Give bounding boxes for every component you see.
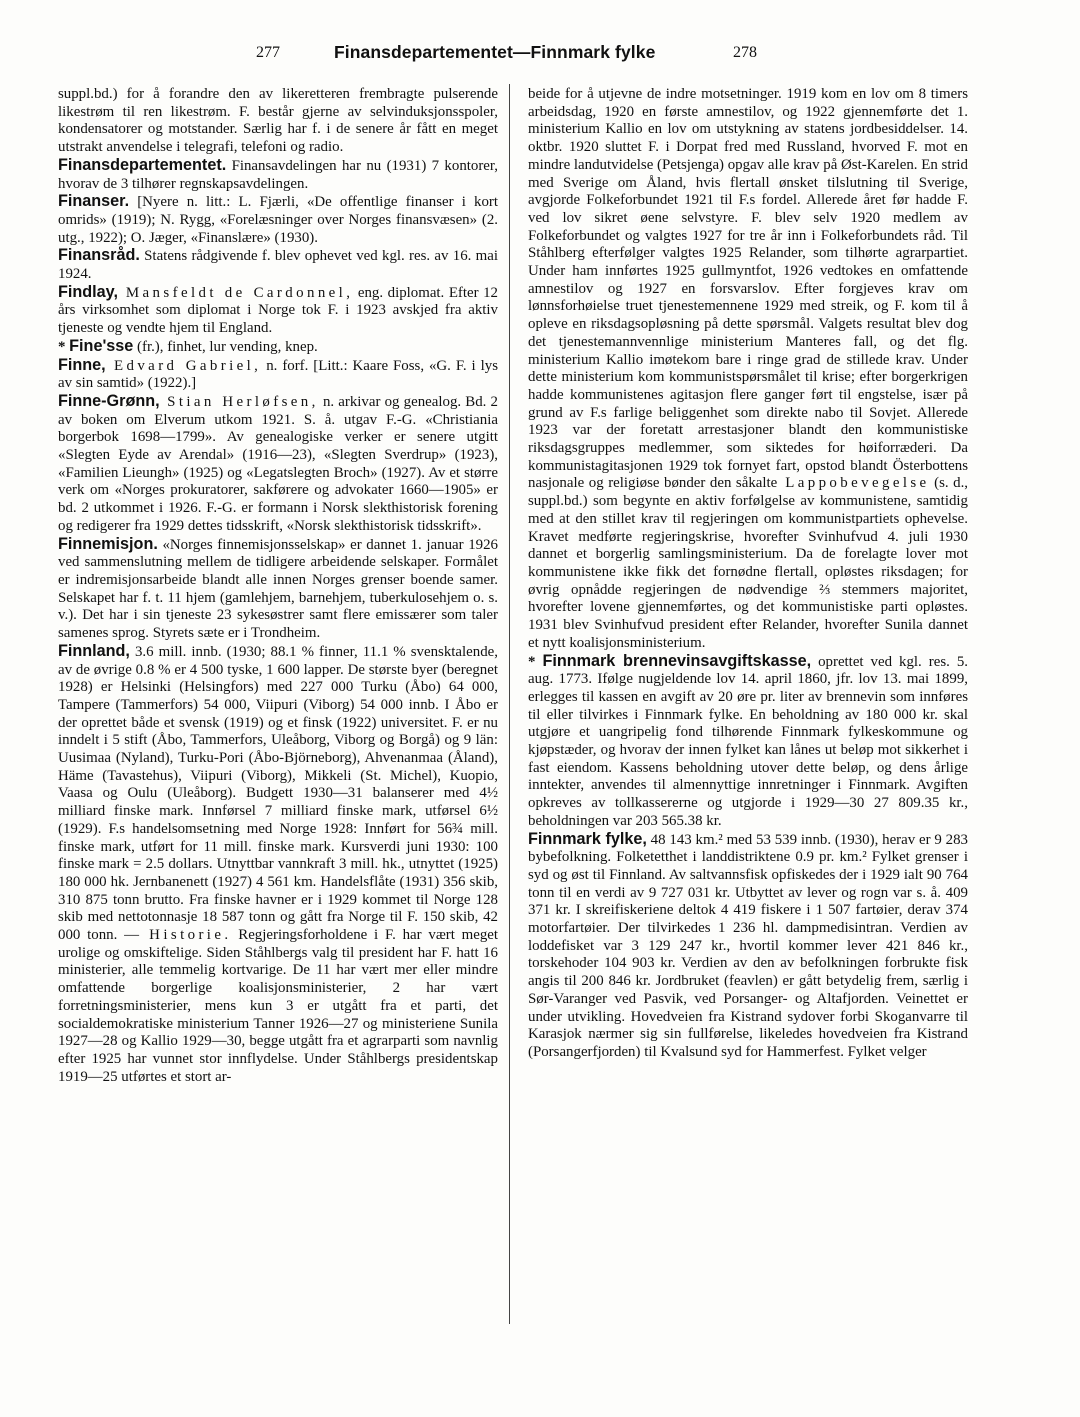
entry-text: n. forf. [Litt.: Kaare Foss, «G. F. i lys av sin samtid» (1922).] bbox=[58, 357, 498, 392]
page-number-right: 278 bbox=[733, 44, 757, 61]
headword: Finne, bbox=[58, 355, 106, 374]
headword: Finne-Grønn, bbox=[58, 391, 160, 410]
headword: Finnemisjon. bbox=[58, 534, 158, 553]
entry-finansdepartementet bbox=[58, 157, 498, 193]
page-number-left: 277 bbox=[256, 44, 280, 61]
headword: Fine'sse bbox=[69, 336, 134, 355]
right-column bbox=[528, 86, 968, 1386]
page-header bbox=[0, 44, 1080, 70]
entry-text: n. arkivar og genealog. Bd. 2 av boken om Elverum utkom 1921. S. å. utgav F.-G. «Christiania borgerbok 1698—1799». Av genealogiske verker er senere utgitt «Slegten Eyde av Arendal» (1916—23), «Slegten Sverdrup» (1923), «Familien Lieungh» (1925) og «Legatslegten Broch» (1927). Av et større verk om «Norges prokuratorer, sakførere og advokater 1660—1905» er bd. 2 utkommet i 1926. F.-G. er formann i Norsk slekthistorisk forening og redigerer fra 1929 dettes tidsskrift, «Norsk slekthistorisk tidsskrift». bbox=[58, 393, 498, 534]
entry-text: (fr.), finhet, lur vending, knep. bbox=[133, 338, 318, 355]
entry-finne-gronn bbox=[58, 393, 498, 536]
entry-finne bbox=[58, 357, 498, 393]
entry-finansrad bbox=[58, 247, 498, 283]
column-divider bbox=[509, 84, 510, 1324]
entry-finesse bbox=[58, 338, 498, 357]
headword: Finnland, bbox=[58, 641, 130, 660]
headword: Finnmark fylke, bbox=[528, 829, 647, 848]
entry-finnemisjon bbox=[58, 536, 498, 643]
entry-text: Regjeringsforholdene i F. har vært meget urolige og omskiftelige. Siden Ståhlbergs valg til president har F. hatt 16 ministerier, alle temmelig kortvarige. De 11 har vært mer eller mindre omfattende borgerlige koalisjonsministerier, 2 har vært forretningsministerier, mens kun 3 er utgått fra et parti, det socialdemokratiske ministerium Tanner 1926—27 og ministeriene Sunila 1927—28 og Kallio 1929—30, begge utgått fra et agrarparti som navnlig efter 1925 har vunnet stor innflydelse. Under Ståhlbergs presidentskap 1919—25 utførtes et stort ar- bbox=[58, 927, 498, 1085]
running-title: Finansdepartementet—Finnmark fylke bbox=[334, 42, 656, 62]
headword: Finansdepartementet. bbox=[58, 155, 227, 174]
spaced-name: Stian Herløfsen, bbox=[159, 393, 319, 410]
entry-text: eng. diplomat. Efter 12 års virksomhet som diplomat i Norge tok F. i 1923 avskjed fra aktiv tjeneste og vendte hjem til England. bbox=[58, 284, 498, 337]
continued-paragraph: suppl.bd.) for å forandre den av likeretteren frembragte pulserende likestrøm til ren likestrøm. F. består gjerne av selvinduksjonsspoler, kondensatorer og motstander. Særlig har f. i de senere år fått en meget utstrakt anvendelse i telegrafi, telefoni og radio. bbox=[58, 86, 498, 156]
left-column bbox=[58, 86, 498, 1386]
headword: Finansråd. bbox=[58, 246, 140, 265]
new-entry-marker: * bbox=[58, 338, 70, 355]
headword: Findlay, bbox=[58, 282, 118, 301]
entry-finnland bbox=[58, 643, 498, 1087]
spaced-name: Edvard Gabriel, bbox=[105, 357, 262, 374]
entry-finnmark-brennevinsavgiftskasse bbox=[528, 653, 968, 831]
spaced-name: Mansfeldt de Cardonnel, bbox=[117, 284, 354, 301]
entry-text: [Nyere n. litt.: L. Fjærli, «De offentlige finanser i kort omrids» (1919); N. Rygg, «Forelæsninger over Norges finansvæsen» (2. utg., 1922); O. Jæger, «Finanslære» (1930). bbox=[58, 194, 498, 246]
entry-findlay bbox=[58, 284, 498, 338]
headword: Finnmark brennevinsavgiftskasse, bbox=[542, 651, 812, 670]
headword: Finanser. bbox=[58, 192, 130, 211]
entry-text: oprettet ved kgl. res. 5. aug. 1773. Ifølge nugjeldende lov 14. april 1860, jfr. lov 13. mai 1899, erlegges til kassen en avgift av 20 øre pr. liter av brennevin som innføres til eller tilvirkes i Finnmark fylke. En beholdning av 180 000 kr. skal utgjøre et uangripelig fond tilhørende Finnmark fylkeskommune og kjøpstæder, og hvorav der innen fylket kan lånes ut beløp mot sikkerhet i fast eiendom. Kassens beholdning utover dette beløp, og dens årlige inntekter, anvendes til almennyttige innretninger i Finnmark. Avgiften opkreves av tollkassererne og utgjorde i 1929—30 27 809.35 kr., beholdningen var 203 565.38 kr. bbox=[528, 653, 968, 829]
entry-text: 48 143 km.² med 53 539 innb. (1930), herav er 9 283 bybefolkning. Folketetthet i landdistriktene 0.9 pr. km.² Fylket grenser i syd og øst til Finnland. Av saltvannsfisk opfiskedes der i 1929 ialt 90 764 tonn til en verdi av 9 727 031 kr. Utbyttet av lever og rogn var s. å. 409 371 kr. I skreifiskeriene deltok 4 419 fiskere i 1 507 fartøier, derav 374 motorfartøier. Der tilvirkedes 1 236 hl. dampmedisintran. Verdien av loddefisket var 3 129 247 kr., hvortil kommer lever 421 846 kr., torskehoder 104 903 kr. Verdien av den av befolkningen forbrukte fisk angis til 200 846 kr. Jordbruket (feavlen) er gått betydelig frem, særlig i Sør-Varanger ved Pasvik, ved Porsanger- og Altafjorden. Veinettet er under utvikling. Hovedveien fra Kistrand sydover forbi Skoganvarre til Karasjok nærmer sig sin fullførelse, likeledes hovedveien fra Kistrand (Porsangerfjorden) til Kvalsund syd for Hammerfest. Fylket velger bbox=[528, 831, 968, 1060]
continued-paragraph: beide for å utjevne de indre motsetninger. 1919 kom en lov om 8 timers arbeidsdag, 1920 en første amnestilov, og 1922 gjennemførte det 1. ministerium Kallio en lov om utstykning av statens jordbesiddelser. 14. oktbr. 1920 sluttet F. i Dorpat fred med Russland, hvorved F. mot en mindre landutvidelse (Petsjenga) opgav alle krav på Øst-Karelen. En strid med Sverige om Åland, hvis flertall ønsket tilslutning til Sverige, avgjorde Folkeforbundet 1921 til F.s fordel. Allerede året før hadde F. ved lov sikret øene selvstyre. F. blev selv 1920 medlem av Folkeforbundet og valgtes 1927 for tre år inn i Folkeforbundets råd. Til Ståhlberg efterfølger valgtes 1925 Relander, som tilhørte agrarpartiet. Under ham innførtes 1925 gullmyntfot, 1926 vedtokes en omfattende amnestilov og 1927 en forsvarslov. Efter forgjeves krav om lønnsforhøielse truet tjenestemennene 1929 med streik, og F. kom til å opleve en riksdagsopløsning på dette spørsmål. Valgets resultat blev dog det tjenestemannvennlige ministerium Manteres fall, og det flg. ministerium Kallio imøtekom bare i ringe grad de stillede krav. Under dette ministerium kom kommunistspørsmålet til krise; efter borgerkrigen hadde kommunistenes agitasjon flere ganger ført til engstelse, især på grund av F.s farlige beliggenhet som direkte nabo til Sovjet. Allerede 1923 var der foretatt arrestasjoner blandt den kommunistiske riksdagsgruppes medlemmer, som siktedes for høiforræderi. Da kommunistagitasjonen 1929 tok fornyet fart, opstod blandt Österbottens nasjonale og religiøse bønder den såkalte Lappobevegelse (s. d., suppl.bd.) som begynte en aktiv forfølgelse av kommunistene, samtidig med at den stillet krav til regjeringen om kommunistpartiets ophevelse. Kravet medførte regjeringskrise, hvorefter Svinhufvud 4. juli 1930 dannet et borgerlig samlingsministerium. Da de forelagte lover mot kommunistene ikke fikk det fornødne flertall, opløstes riksdagen; for øvrig opnådde regjeringen de nødvendige ⅔ stemmers majoritet, hvorefter lovene gjennemførtes, og det kommunistiske parti opløstes. 1931 blev Svinhufvud president efter Relander, hvorefter Sunila dannet et nytt koalisjonsministerium. bbox=[528, 86, 968, 651]
spaced-term: Lappobevegelse bbox=[777, 475, 930, 492]
entry-finnmark-fylke bbox=[528, 831, 968, 1062]
entry-text: 3.6 mill. innb. (1930; 88.1 % finner, 11.1 % svensktalende, av de øvrige 0.8 % er 4 500 tyske, 1 600 lapper. De største byer (beregnet 1928) er Helsinki (Helsingfors) med 227 000 Turku (Åbo) 64 000, Tampere (Tammerfors) 54 000, Viipuri (Viborg) 54 000 innb. I Åbo er der oprettet både et svensk (1919) og et finsk (1922) universitet. F. er nu inndelt i 5 stift (Åbo, Tammerfors, Uleåborg, Viborg og Borgå) og 9 län: Uusimaa (Nyland), Turku-Pori (Åbo-Björneborg), Ahvenanmaa (Åland), Häme (Tavastehus), Viipuri (Viborg), Mikkeli (St. Michel), Kuopio, Vaasa og Oulu (Uleåborg). Budgett 1930—31 balanserer med 4½ milliard finske mark. Innførsel 7 milliard finske mark, utførsel 6½ (1929). F.s handelsomsetning med Norge 1928: Innført for 56¾ mill. finske mark, utført for 11 mill. finske mark. Kursverdi juni 1930: 100 finske mark = 2.5 dollars. Utnyttbar vannkraft 3 mill. hk., utnyttet (1925) 180 000 hk. Jernbanenett (1927) 4 561 km. Handelsflåte (1931) 356 skib, 310 875 tonn brutto. Fra finske havner er i 1929 kommet til Norge 128 skib med nettotonnasje 18 587 tonn og gått fra Norge til F. 150 skib, 42 000 tonn. — bbox=[58, 643, 498, 944]
spaced-subheading: Historie. bbox=[139, 927, 232, 944]
entry-text: «Norges finnemisjonsselskap» er dannet 1. januar 1926 ved sammenslutning mellem de tidligere arbeidende selskaper. Formålet er indremisjonsarbeide blandt alle innen Norges grenser boende samer. Selskapet har f. t. 11 hjem (gamlehjem, barnehjem, tuberkulosehjem o. s. v.). Det har i sin tjeneste 23 sykesøstrer samt flere emissærer som taler samenes sprog. Styrets sæte er i Trondheim. bbox=[58, 536, 498, 642]
entry-finanser bbox=[58, 193, 498, 247]
new-entry-marker: * bbox=[528, 653, 543, 670]
entry-text: Statens rådgivende f. blev ophevet ved kgl. res. av 16. mai 1924. bbox=[58, 248, 498, 283]
entry-text: Finansavdelingen har nu (1931) 7 kontorer, hvorav de 3 tilhører regnskapsavdelingen. bbox=[58, 157, 498, 192]
